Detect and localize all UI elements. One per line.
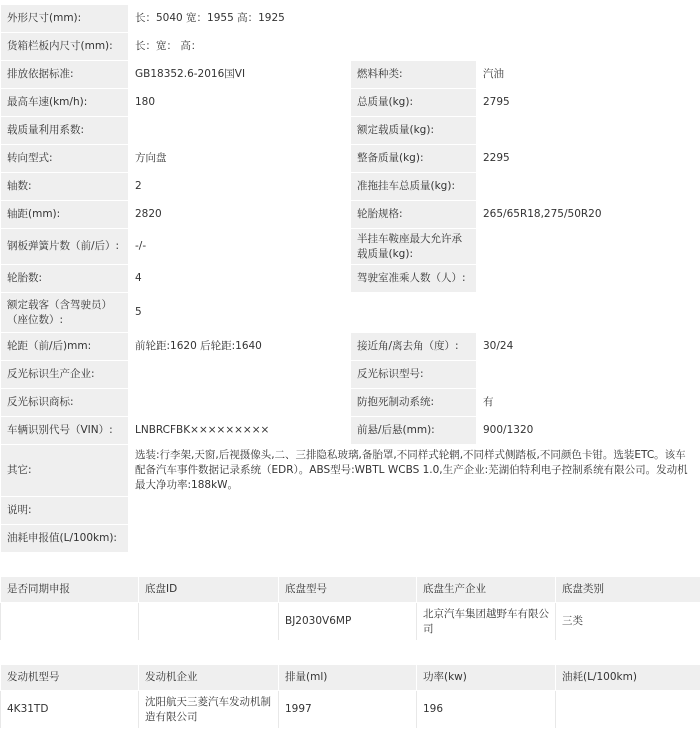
table-row (1, 89, 700, 117)
table-row (1, 265, 700, 293)
field-label: 钢板弹簧片数（前/后）: (1, 229, 129, 265)
field-value: 选装:行李架,天窗,后视摄像头,二、三排隐私玻璃,备胎罩,不同样式轮辋,不同样式侧踏板,不同颜色卡钳。选装ETC。该车配备汽车事件数据记录系统（EDR）。ABS型号:WBTL WCBS 1.0,生产企业:芜湖伯特利电子控制系统有限公司。发动机最大净功率:188kW。 (129, 445, 700, 497)
field-label: 总质量(kg): (351, 89, 477, 117)
table-row (1, 61, 700, 89)
field-value: 2795 (477, 89, 700, 117)
field-label: 其它: (1, 445, 129, 497)
table-row (1, 445, 700, 497)
field-value: 900/1320 (477, 417, 700, 445)
field-value: 长：5040 宽：1955 高：1925 (129, 5, 700, 33)
field-value: 有 (477, 389, 700, 417)
field-value: 265/65R18,275/50R20 (477, 201, 700, 229)
field-label: 防抱死制动系统: (351, 389, 477, 417)
field-value (477, 173, 700, 201)
engine-table (0, 664, 700, 729)
column-header: 发动机企业 (139, 665, 279, 691)
table-cell (1, 603, 139, 641)
field-label: 前悬/后悬(mm): (351, 417, 477, 445)
table-cell (139, 603, 279, 641)
field-value (477, 265, 700, 293)
table-row (1, 417, 700, 445)
column-header: 排量(ml) (279, 665, 417, 691)
field-value: 2295 (477, 145, 700, 173)
field-value: 180 (129, 89, 351, 117)
field-label: 轴数: (1, 173, 129, 201)
table-cell: 沈阳航天三菱汽车发动机制造有限公司 (139, 691, 279, 729)
field-value (129, 389, 351, 417)
field-value (129, 525, 700, 553)
vehicle-params-table (0, 4, 700, 553)
column-header: 底盘类别 (556, 577, 700, 603)
field-value: 30/24 (477, 333, 700, 361)
column-header: 底盘ID (139, 577, 279, 603)
table-row (1, 117, 700, 145)
table-row (1, 33, 700, 61)
table-row (1, 497, 700, 525)
table-header-row (1, 577, 700, 603)
table-cell: 三类 (556, 603, 700, 641)
field-label: 驾驶室准乘人数（人）: (351, 265, 477, 293)
field-value: 长：宽： 高： (129, 33, 700, 61)
table-row (1, 293, 700, 333)
field-label: 额定载客（含驾驶员）（座位数）: (1, 293, 129, 333)
field-value: -/- (129, 229, 351, 265)
field-label: 载质量利用系数: (1, 117, 129, 145)
field-label: 排放依据标准: (1, 61, 129, 89)
table-row (1, 201, 700, 229)
table-header-row (1, 665, 700, 691)
field-value: GB18352.6-2016国VI (129, 61, 351, 89)
column-header: 发动机型号 (1, 665, 139, 691)
field-label: 说明: (1, 497, 129, 525)
table-row (1, 389, 700, 417)
table-cell: 4K31TD (1, 691, 139, 729)
table-cell (556, 691, 700, 729)
field-label: 燃料种类: (351, 61, 477, 89)
table-row (1, 333, 700, 361)
field-label: 转向型式: (1, 145, 129, 173)
table-row (1, 173, 700, 201)
field-label: 轮距（前/后)mm: (1, 333, 129, 361)
column-header: 是否同期申报 (1, 577, 139, 603)
field-value: 4 (129, 265, 351, 293)
column-header: 底盘生产企业 (417, 577, 556, 603)
field-label: 整备质量(kg): (351, 145, 477, 173)
field-label: 准拖挂车总质量(kg): (351, 173, 477, 201)
field-label: 接近角/离去角（度）: (351, 333, 477, 361)
field-label: 额定载质量(kg): (351, 117, 477, 145)
field-value: 2 (129, 173, 351, 201)
field-value (477, 117, 700, 145)
field-label: 车辆识别代号（VIN）: (1, 417, 129, 445)
field-label: 轮胎数: (1, 265, 129, 293)
table-cell: 1997 (279, 691, 417, 729)
field-label: 轴距(mm): (1, 201, 129, 229)
field-value (129, 361, 351, 389)
field-label: 反光标识生产企业: (1, 361, 129, 389)
field-value: 汽油 (477, 61, 700, 89)
field-value: 2820 (129, 201, 351, 229)
field-value: 前轮距:1620 后轮距:1640 (129, 333, 351, 361)
column-header: 底盘型号 (279, 577, 417, 603)
field-label: 反光标识商标: (1, 389, 129, 417)
field-value: LNBRCFBK××××××××× (129, 417, 351, 445)
field-label: 油耗申报值(L/100km): (1, 525, 129, 553)
column-header: 油耗(L/100km) (556, 665, 700, 691)
table-row (1, 361, 700, 389)
field-value (129, 497, 700, 525)
field-value: 方向盘 (129, 145, 351, 173)
chassis-table (0, 576, 700, 641)
table-cell: 北京汽车集团越野车有限公司 (417, 603, 556, 641)
field-label: 外形尺寸(mm): (1, 5, 129, 33)
field-label: 货箱栏板内尺寸(mm): (1, 33, 129, 61)
table-row (1, 145, 700, 173)
field-value: 5 (129, 293, 700, 333)
table-row (1, 5, 700, 33)
field-label: 半挂车鞍座最大允许承载质量(kg): (351, 229, 477, 265)
field-label: 轮胎规格: (351, 201, 477, 229)
column-header: 功率(kw) (417, 665, 556, 691)
field-label: 最高车速(km/h): (1, 89, 129, 117)
table-cell: 196 (417, 691, 556, 729)
field-value (477, 229, 700, 265)
field-label: 反光标识型号: (351, 361, 477, 389)
field-value (477, 361, 700, 389)
table-row (1, 603, 700, 641)
field-value (129, 117, 351, 145)
table-row (1, 691, 700, 729)
table-cell: BJ2030V6MP (279, 603, 417, 641)
table-row (1, 525, 700, 553)
table-row (1, 229, 700, 265)
